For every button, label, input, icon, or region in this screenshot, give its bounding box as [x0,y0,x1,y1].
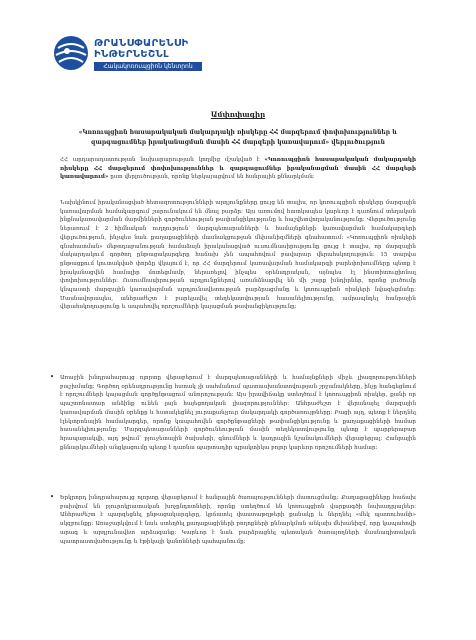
bullet-paragraph-1: Առաջին խնդրահարույց ոլորտը վերաբերում է մարզպետարանների և համայնքների միջև լիազորությունների բաշխմանը։ Գործող օրենսդրությունը հստակ չի սահմանում պատասխանատվության շրջանակները, ինչը հանգեցնում է որոշումների կայացման գործընթացում անորոշության։ Այս իրավիճակը ստեղծում է կոռուպցիոն ռիսկեր, քանի որ պաշտոնատար անձինք ունեն լայն հայեցողական լիազորություններ։ Անհրաժեշտ է վերանայել մարզային կառավարման մասին օրենքը և հստակեցնել յուրաքանչյուր մակարդակի գործառույթները։ Բացի այդ, պետք է ներդնել էլեկտրոնային համակարգեր, որոնք կապահովեն գործընթացների թափանցիկությունը և քաղաքացիների համար հասանելիությունը։ Մարզպետարանների գործունեության մասին տեղեկատվությունը պետք է պարբերաբար հրապարակվի, այդ թվում՝ բյուջետային ծախսերի, գնումների և կադրային նշանակումների վերաբերյալ։ Հանրային քննարկումների անցկացումը պետք է դառնա պարտադիր պրակտիկա բոլոր կարևոր որոշումների համար։ [60,375,416,451]
globe-logo-icon [52,34,90,72]
body-paragraph: Նախկինում իրականացված հետազոտությունների արդյունքները ցույց են տալիս, որ կոռուպցիոն ռիսկերը մարզային կառավարման համակարգում շարունակում են մնալ բարձր։ Այս առումով հատկապես կարևոր է դառնում տեղական ինքնակառավարման մարմինների գործունեության թափանցիկությունը և հաշվետվողականությունը։ Վերլուծությունը ներառում է 2 հիմնական ուղղություն՝ մարզպետարանների և համայնքների կառավարման համակարգերի վերլուծություն, ինչպես նաև քաղաքացիների մասնակցության մեխանիզմների գնահատում։ «Կոռուպցիոն ռիսկերի գնահատման» մեթոդաբանության համաձայն իրականացված ուսումնասիրությունը ցույց է տալիս, որ մարզային մակարդակում գործող ընթացակարգերը հաճախ չեն ապահովում բավարար վերահսկողություն։ 15 տարվա ընթացքում կուտակված փորձը վկայում է, որ ՀՀ մարզերում կառավարման համակարգի բարեփոխումները պետք է իրականացվեն համալիր մոտեցմամբ, ներառելով ինչպես օրենսդրական, այնպես էլ ինստիտուցիոնալ փոփոխություններ։ Ուսումնասիրության արդյունքներով առանձնացվել են մի շարք խնդիրներ, որոնց լուծումը կնպաստի մարզային կառավարման արդյունավետության բարձրացմանը և կոռուպցիոն ռիսկերի նվազեցմանը։ Մասնավորապես, անհրաժեշտ է բարելավել տեղեկատվության հասանելիությունը, ամրապնդել հանրային վերահսկողությունը և ապահովել որոշումների կայացման թափանցիկությունը։ [60,200,416,311]
logo-text-line1: ԹՐԱՆՍՓԱՐԵՆՍԻ [94,38,189,49]
intro-end: ըստ վերլուծության, որոնք ներկայացվում են հանրային քննարկման։ [108,174,315,181]
bullet-paragraph-2: Երկրորդ խնդրահարույց ոլորտը վերաբերում է հանրային ծառայությունների մատուցմանը։ Քաղաքացիները հաճախ բախվում են բյուրոկրատական խոչընդոտների, որոնք ստեղծում են կոռուպցիոն վարքագծի նախադրյալներ։ Անհրաժեշտ է պարզեցնել ընթացակարգերը, կրճատել փաստաթղթերի քանակը և ներդնել «մեկ պատուհանի» սկզբունքը։ Առաջարկվում է նաև ստեղծել քաղաքացիների բողոքների քննարկման անկախ մեխանիզմ, որը կապահովի արագ և արդյունավետ արձագանք։ Կարևոր է նաև բարձրացնել պետական ծառայողների մասնագիտական պատրաստվածությունը և էթիկայի կանոնների պահպանումը։ [60,495,416,545]
bullet-icon: • [50,493,55,501]
bullet-icon: • [50,373,55,381]
intro-bold: «Կոռուպցիոն հասարակական մակարդակի ռիսկերը ՀՀ մարզերում փոփոխություններ և զարգացումներ իրականացման մասին ՀՀ մարզերի կառավարում» [60,157,416,181]
document-title: Ամփոփագիր [210,110,266,119]
logo-text-line2: ԻՆԹԵՐՆԵՇՆԼ [94,49,170,60]
organization-logo [52,34,202,76]
document-subtitle: «Կոռուպցիոն հասարակական մակարդակի ռիսկերը ՀՀ մարզերում փոփոխություններ և զարգացումներ իրականացման մասին ՀՀ մարզերի կառավարում» վերլուծություն [78,129,398,146]
intro-paragraph [60,156,416,182]
intro-start: ՀՀ արդարադատության նախարարության կողմից մշակված է [60,157,265,163]
logo-tagline: Հակակոռուպցիոն կենտրոն [94,62,202,71]
